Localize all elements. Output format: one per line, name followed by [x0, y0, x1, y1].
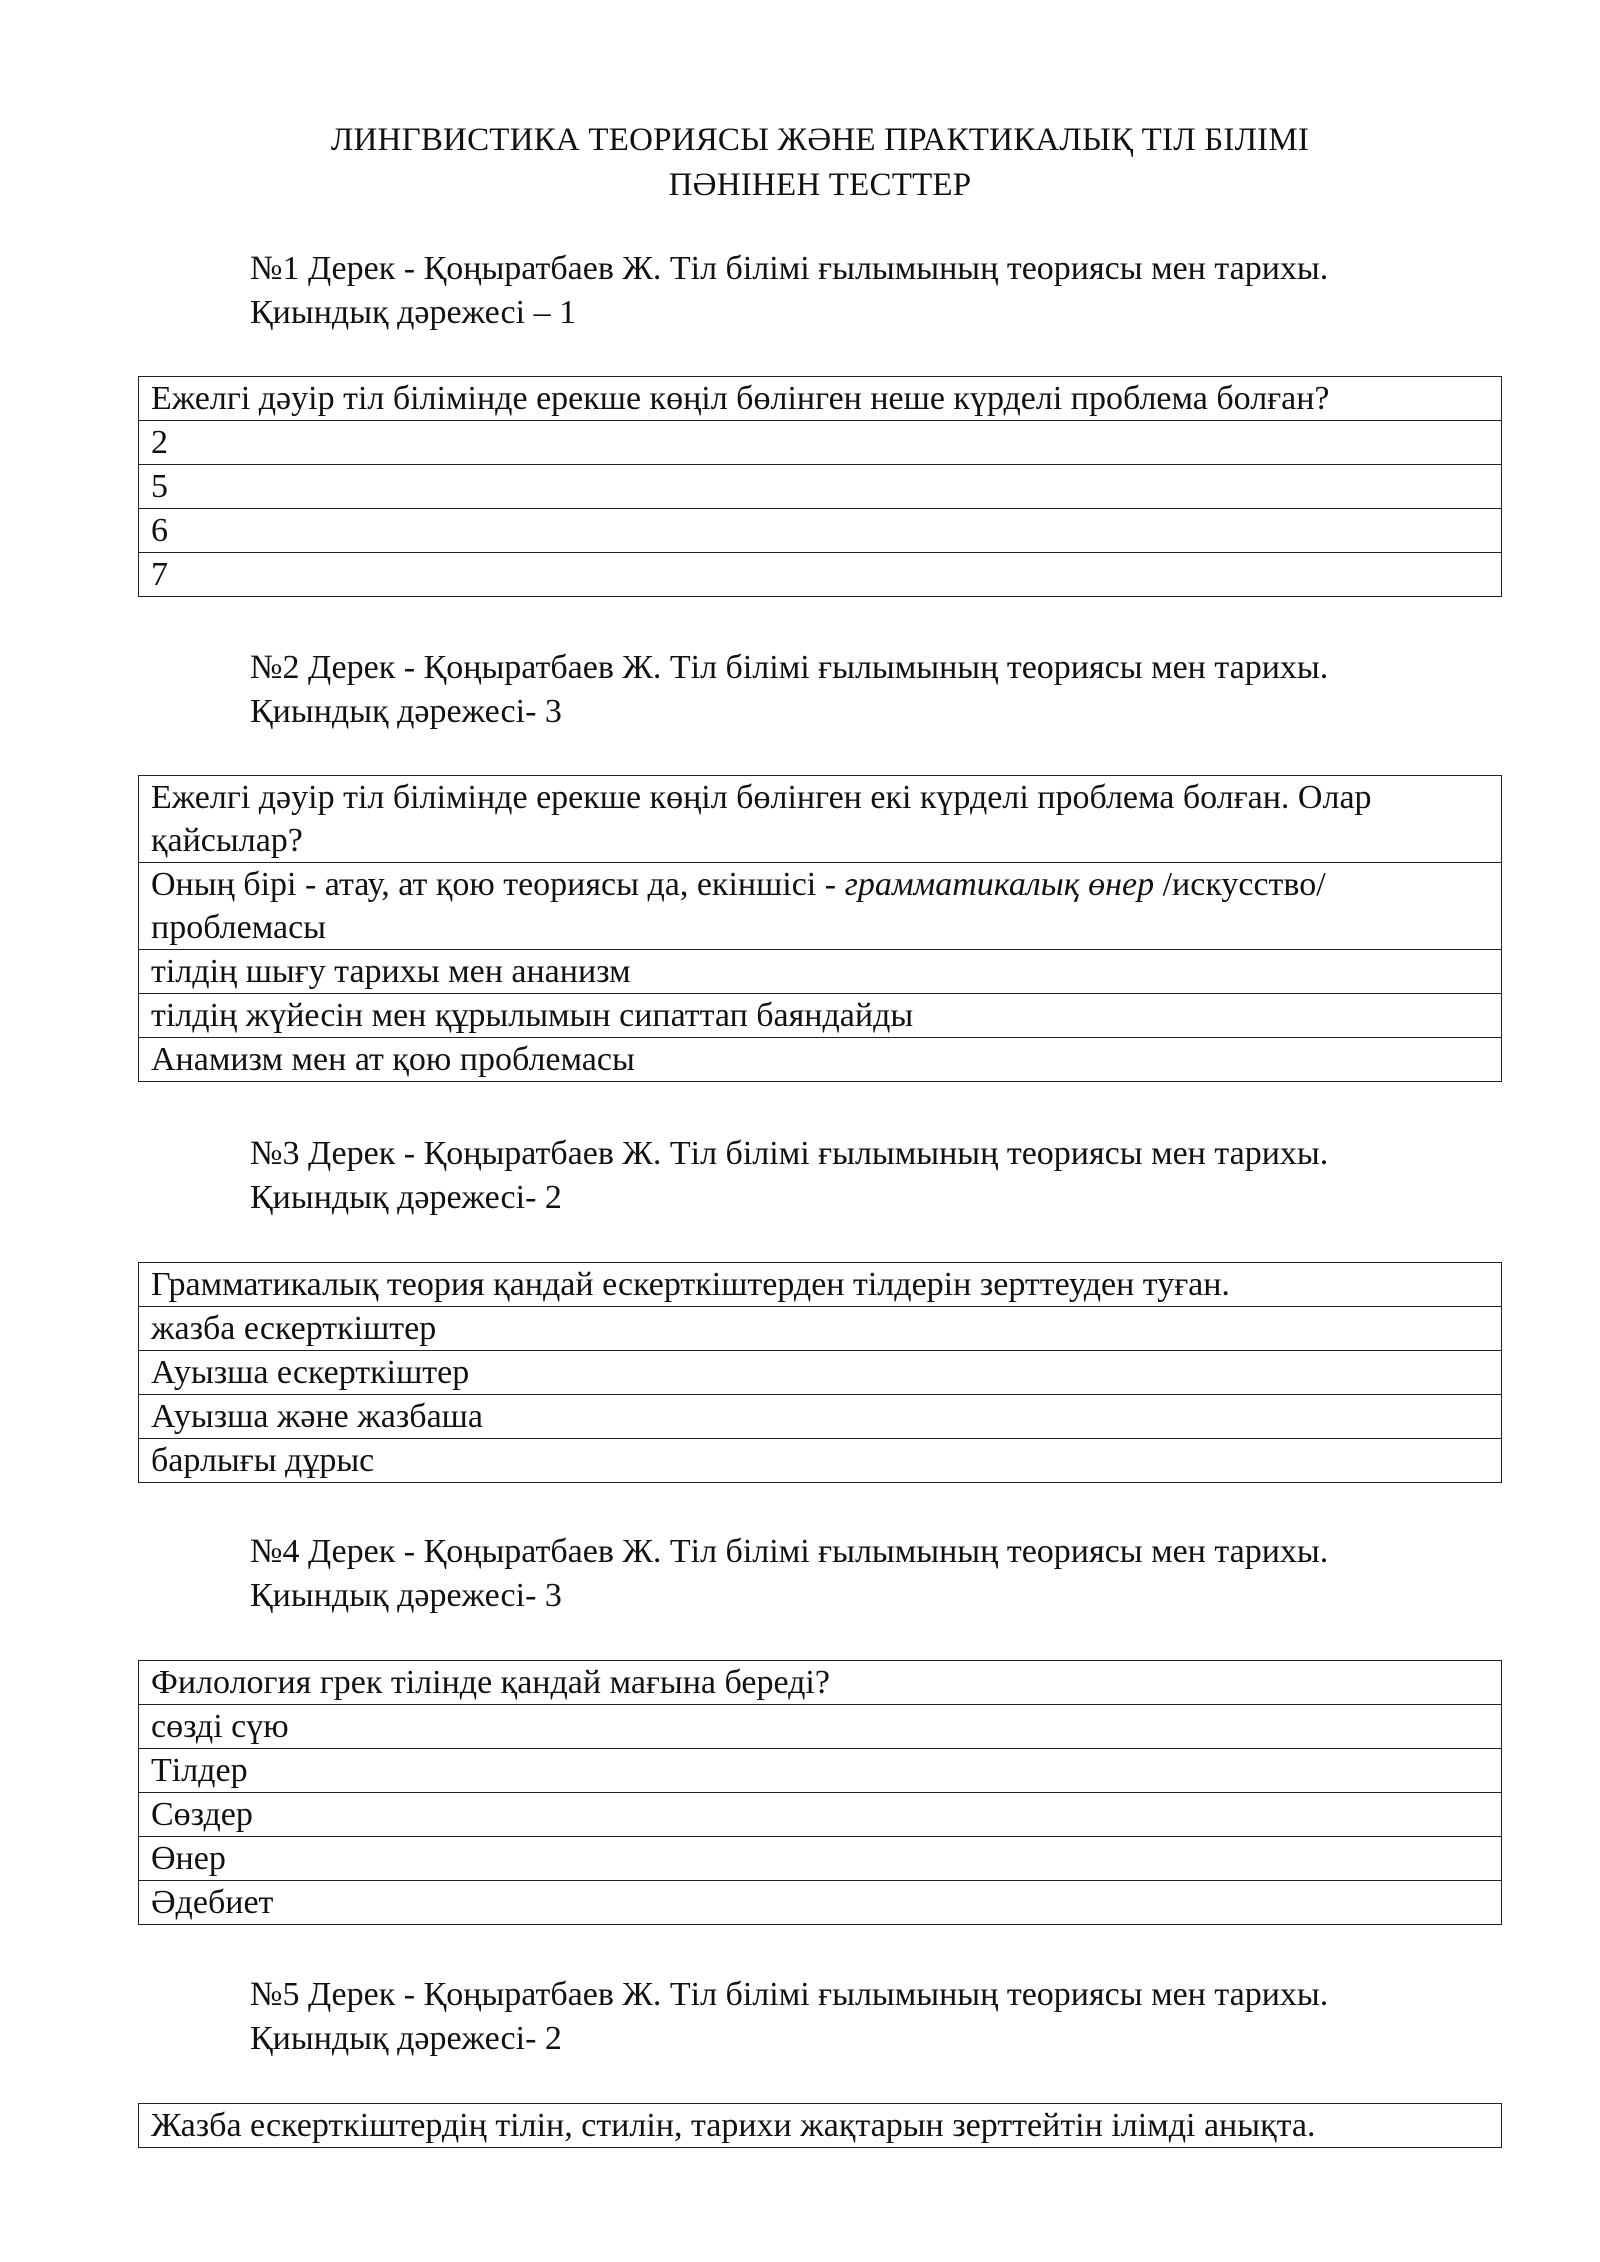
question-5-source: №5 Дерек - Қоңыратбаев Ж. Тіл білімі ғылымының теориясы мен тарихы.	[250, 1976, 1329, 2013]
question-2-answer-3: тілдің жүйесін мен құрылымын сипаттап баяндайды	[139, 994, 1502, 1038]
document-title-line-2: ПӘНІНЕН ТЕСТТЕР	[668, 167, 972, 203]
question-3-answer-2: Ауызша ескерткіштер	[139, 1351, 1502, 1395]
question-4-answer-5: Әдебиет	[139, 1881, 1502, 1925]
question-1-answer-1: 2	[139, 421, 1502, 465]
table-row	[139, 863, 1502, 950]
document-title-line-1: ЛИНГВИСТИКА ТЕОРИЯСЫ ЖӘНЕ ПРАКТИКАЛЫҚ ТІЛ БІЛІМІ	[330, 122, 1310, 158]
question-5-difficulty: Қиындық дәрежесі- 2	[250, 2020, 562, 2057]
question-3-difficulty: Қиындық дәрежесі- 2	[250, 1179, 562, 1216]
question-2-header	[250, 646, 1550, 734]
question-4-answer-3: Сөздер	[139, 1793, 1502, 1837]
question-1-source: №1 Дерек - Қоңыратбаев Ж. Тіл білімі ғылымының теориясы мен тарихы.	[250, 250, 1329, 287]
table-row	[139, 421, 1502, 465]
table-row	[139, 776, 1502, 863]
question-2-answer-1-italic: грамматикалық өнер	[844, 866, 1155, 903]
question-3-text: Грамматикалық теория қандай ескерткіштерден тілдерін зерттеуден туған.	[139, 1263, 1502, 1307]
table-row	[139, 994, 1502, 1038]
table-row	[139, 377, 1502, 421]
question-2-text: Ежелгі дәуір тіл білімінде ерекше көңіл бөлінген екі күрделі проблема болған. Олар қайсылар?	[139, 776, 1502, 863]
question-3-answer-1: жазба ескерткіштер	[139, 1307, 1502, 1351]
table-row	[139, 1837, 1502, 1881]
question-5-table	[138, 2103, 1502, 2148]
question-3-header	[250, 1132, 1550, 1220]
question-4-table	[138, 1660, 1502, 1925]
table-row	[139, 1749, 1502, 1793]
table-row	[139, 950, 1502, 994]
question-2-answer-1	[139, 863, 1502, 950]
question-2-answer-2: тілдің шығу тарихы мен ананизм	[139, 950, 1502, 994]
question-2-table	[138, 775, 1502, 1082]
table-row	[139, 1351, 1502, 1395]
question-4-answer-4: Өнер	[139, 1837, 1502, 1881]
question-3-answer-3: Ауызша және жазбаша	[139, 1395, 1502, 1439]
table-row	[139, 1038, 1502, 1082]
question-1-answer-4: 7	[139, 553, 1502, 597]
question-2-difficulty: Қиындық дәрежесі- 3	[250, 693, 562, 730]
question-4-difficulty: Қиындық дәрежесі- 3	[250, 1577, 562, 1614]
table-row	[139, 1793, 1502, 1837]
table-row	[139, 509, 1502, 553]
question-5-text: Жазба ескерткіштердің тілін, стилін, тарихи жақтарын зерттейтін ілімді анықта.	[139, 2104, 1502, 2148]
question-2-answer-1-part-1: Оның бірі - атау, ат қою теориясы да, екіншісі -	[151, 866, 845, 903]
table-row	[139, 1395, 1502, 1439]
table-row	[139, 1263, 1502, 1307]
question-1-answer-3: 6	[139, 509, 1502, 553]
question-4-answer-1: сөзді сүю	[139, 1705, 1502, 1749]
table-row	[139, 1307, 1502, 1351]
table-row	[139, 1661, 1502, 1705]
question-5-header	[250, 1973, 1550, 2061]
table-row	[139, 1881, 1502, 1925]
table-row	[139, 553, 1502, 597]
question-3-table	[138, 1262, 1502, 1483]
table-row	[139, 1705, 1502, 1749]
question-1-answer-2: 5	[139, 465, 1502, 509]
question-2-answer-4: Анамизм мен ат қою проблемасы	[139, 1038, 1502, 1082]
table-row	[139, 465, 1502, 509]
question-1-table	[138, 376, 1502, 597]
question-3-answer-4: барлығы дұрыс	[139, 1439, 1502, 1483]
question-4-header	[250, 1530, 1550, 1618]
question-4-answer-2: Тілдер	[139, 1749, 1502, 1793]
document-title	[0, 118, 1600, 208]
question-1-header	[250, 247, 1550, 335]
question-3-source: №3 Дерек - Қоңыратбаев Ж. Тіл білімі ғылымының теориясы мен тарихы.	[250, 1135, 1329, 1172]
question-4-text: Филология грек тілінде қандай мағына береді?	[139, 1661, 1502, 1705]
table-row	[139, 2104, 1502, 2148]
table-row	[139, 1439, 1502, 1483]
question-2-answer-1-part-2: /искусство/ проблемасы	[151, 866, 1326, 946]
question-1-text: Ежелгі дәуір тіл білімінде ерекше көңіл бөлінген неше күрделі проблема болған?	[139, 377, 1502, 421]
question-1-difficulty: Қиындық дәрежесі – 1	[250, 294, 577, 331]
question-4-source: №4 Дерек - Қоңыратбаев Ж. Тіл білімі ғылымының теориясы мен тарихы.	[250, 1533, 1329, 1570]
question-2-source: №2 Дерек - Қоңыратбаев Ж. Тіл білімі ғылымының теориясы мен тарихы.	[250, 649, 1329, 686]
